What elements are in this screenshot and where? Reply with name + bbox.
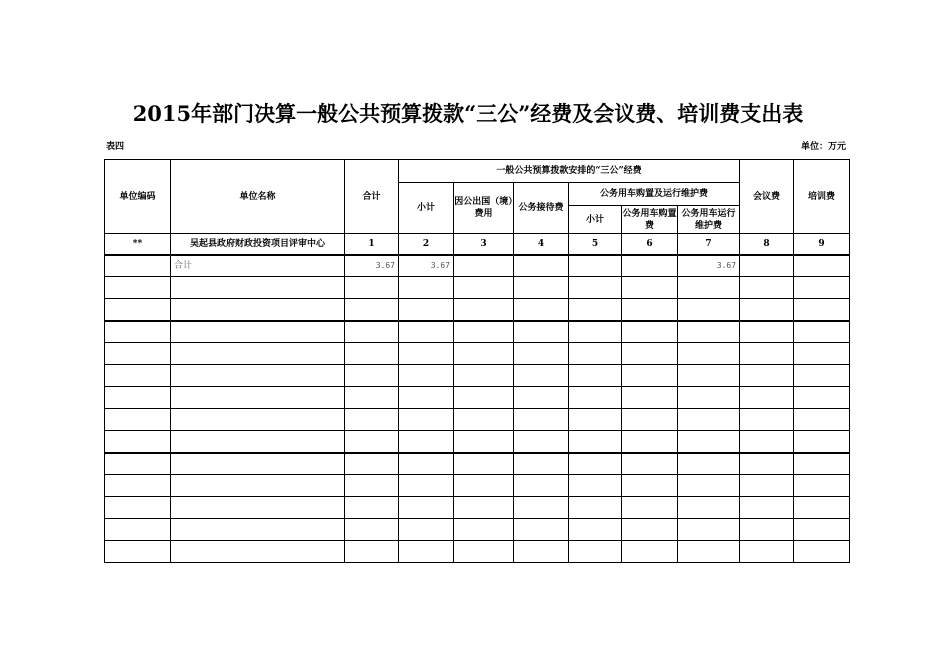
cell — [454, 497, 514, 519]
cell — [399, 387, 454, 409]
cell — [454, 475, 514, 497]
cell — [794, 321, 850, 343]
cell — [678, 299, 740, 321]
header-meeting: 会议费 — [740, 160, 794, 234]
cell — [794, 475, 850, 497]
cell — [622, 431, 678, 453]
index-row — [105, 234, 850, 255]
cell — [345, 387, 399, 409]
cell — [794, 431, 850, 453]
cell — [454, 343, 514, 365]
cell — [454, 255, 514, 277]
cell — [171, 541, 345, 563]
cell — [514, 453, 569, 475]
cell — [622, 541, 678, 563]
cell — [740, 343, 794, 365]
cell — [105, 277, 171, 299]
cell — [454, 277, 514, 299]
cell — [399, 541, 454, 563]
index-col: 7 — [678, 234, 740, 255]
index-col: 5 — [569, 234, 622, 255]
cell — [514, 497, 569, 519]
cell — [569, 431, 622, 453]
table-row — [105, 387, 850, 409]
cell — [514, 321, 569, 343]
cell — [399, 453, 454, 475]
cell — [345, 453, 399, 475]
cell — [569, 497, 622, 519]
cell — [514, 277, 569, 299]
cell — [345, 277, 399, 299]
cell — [105, 519, 171, 541]
header-unit-name: 单位名称 — [171, 160, 345, 234]
cell — [569, 321, 622, 343]
cell — [171, 431, 345, 453]
index-col: 6 — [622, 234, 678, 255]
cell — [622, 365, 678, 387]
cell — [678, 475, 740, 497]
cell — [514, 299, 569, 321]
cell — [345, 519, 399, 541]
page-title: 2015年部门决算一般公共预算拨款“三公”经费及会议费、培训费支出表 — [132, 101, 804, 126]
cell — [399, 431, 454, 453]
cell — [171, 475, 345, 497]
cell — [740, 475, 794, 497]
cell — [514, 431, 569, 453]
cell — [740, 431, 794, 453]
cell — [399, 365, 454, 387]
cell — [622, 475, 678, 497]
cell — [622, 453, 678, 475]
header-unit-code: 单位编码 — [105, 160, 171, 234]
cell — [171, 343, 345, 365]
cell — [345, 321, 399, 343]
cell — [569, 453, 622, 475]
table-row-total — [105, 255, 850, 277]
cell — [454, 365, 514, 387]
header-reception: 公务接待费 — [514, 183, 569, 234]
cell — [794, 453, 850, 475]
total-row-total: 3.67 — [345, 255, 399, 277]
cell — [345, 343, 399, 365]
cell — [105, 321, 171, 343]
cell — [678, 497, 740, 519]
cell — [794, 277, 850, 299]
cell — [622, 409, 678, 431]
cell — [678, 453, 740, 475]
cell — [569, 365, 622, 387]
index-col: 8 — [740, 234, 794, 255]
cell — [514, 365, 569, 387]
cell — [454, 431, 514, 453]
cell — [678, 519, 740, 541]
cell — [514, 475, 569, 497]
cell — [345, 541, 399, 563]
cell — [678, 431, 740, 453]
cell — [678, 277, 740, 299]
cell — [171, 519, 345, 541]
table-row — [105, 519, 850, 541]
cell — [171, 365, 345, 387]
table-row — [105, 409, 850, 431]
cell — [105, 299, 171, 321]
expense-table — [104, 159, 850, 563]
cell — [569, 519, 622, 541]
cell — [622, 299, 678, 321]
cell — [569, 409, 622, 431]
cell — [454, 299, 514, 321]
cell — [105, 365, 171, 387]
cell — [399, 321, 454, 343]
cell — [454, 409, 514, 431]
cell — [454, 541, 514, 563]
cell — [514, 541, 569, 563]
cell — [569, 475, 622, 497]
cell — [514, 343, 569, 365]
cell — [514, 409, 569, 431]
cell — [794, 519, 850, 541]
header-vehicle-subtotal: 小计 — [569, 206, 622, 234]
total-row-vehicle-maintenance: 3.67 — [678, 255, 740, 277]
table-row — [105, 299, 850, 321]
table-label: 表四 — [106, 142, 125, 152]
cell — [171, 321, 345, 343]
cell — [345, 431, 399, 453]
cell — [678, 343, 740, 365]
cell — [171, 453, 345, 475]
cell — [345, 475, 399, 497]
index-name: 吴起县政府财政投资项目评审中心 — [171, 234, 345, 255]
cell — [740, 541, 794, 563]
cell — [105, 453, 171, 475]
cell — [105, 541, 171, 563]
cell — [105, 497, 171, 519]
cell — [399, 299, 454, 321]
cell — [399, 343, 454, 365]
cell — [454, 321, 514, 343]
header-vehicle-maintenance: 公务用车运行维护费 — [678, 206, 740, 234]
cell — [454, 453, 514, 475]
cell — [794, 365, 850, 387]
table-row — [105, 541, 850, 563]
total-row-label: 合计 — [171, 255, 345, 277]
cell — [171, 387, 345, 409]
cell — [740, 277, 794, 299]
cell — [569, 387, 622, 409]
cell — [622, 321, 678, 343]
cell — [399, 409, 454, 431]
index-col: 2 — [399, 234, 454, 255]
cell — [105, 475, 171, 497]
cell — [678, 321, 740, 343]
cell — [569, 343, 622, 365]
cell — [399, 497, 454, 519]
cell — [794, 409, 850, 431]
cell — [345, 365, 399, 387]
cell — [399, 475, 454, 497]
cell — [622, 277, 678, 299]
cell — [740, 255, 794, 277]
cell — [105, 409, 171, 431]
unit-label: 单位：万元 — [800, 142, 846, 152]
cell — [514, 387, 569, 409]
cell — [740, 299, 794, 321]
table-row — [105, 453, 850, 475]
cell — [678, 541, 740, 563]
index-col: 4 — [514, 234, 569, 255]
header-total: 合计 — [345, 160, 399, 234]
cell — [399, 277, 454, 299]
cell — [622, 255, 678, 277]
index-code: ** — [105, 234, 171, 255]
cell — [345, 497, 399, 519]
cell — [569, 299, 622, 321]
table-row — [105, 321, 850, 343]
table-row — [105, 277, 850, 299]
header-subtotal: 小计 — [399, 183, 454, 234]
cell — [569, 255, 622, 277]
total-row-subtotal: 3.67 — [399, 255, 454, 277]
index-col: 3 — [454, 234, 514, 255]
cell — [105, 387, 171, 409]
cell — [399, 519, 454, 541]
index-col: 1 — [345, 234, 399, 255]
cell — [740, 321, 794, 343]
cell — [740, 519, 794, 541]
header-vehicle-group: 公务用车购置及运行维护费 — [569, 183, 740, 206]
table-row — [105, 497, 850, 519]
table-row — [105, 343, 850, 365]
cell — [622, 387, 678, 409]
cell — [678, 365, 740, 387]
cell — [740, 453, 794, 475]
index-col: 9 — [794, 234, 850, 255]
cell — [794, 343, 850, 365]
cell — [345, 299, 399, 321]
cell — [794, 541, 850, 563]
empty-rows — [105, 277, 850, 563]
cell — [622, 343, 678, 365]
cell — [740, 497, 794, 519]
cell — [569, 541, 622, 563]
cell — [794, 497, 850, 519]
table-row — [105, 431, 850, 453]
cell — [454, 387, 514, 409]
cell — [740, 365, 794, 387]
cell — [171, 409, 345, 431]
cell — [740, 409, 794, 431]
cell — [514, 519, 569, 541]
cell — [740, 387, 794, 409]
cell — [105, 343, 171, 365]
cell — [622, 497, 678, 519]
cell — [569, 277, 622, 299]
cell — [105, 255, 171, 277]
cell — [514, 255, 569, 277]
header-abroad: 因公出国（境）费用 — [454, 183, 514, 234]
cell — [794, 255, 850, 277]
cell — [171, 277, 345, 299]
cell — [171, 299, 345, 321]
cell — [794, 299, 850, 321]
cell — [171, 497, 345, 519]
header-group: 一般公共预算拨款安排的“三公”经费 — [399, 160, 740, 183]
cell — [105, 431, 171, 453]
header-vehicle-purchase: 公务用车购置费 — [622, 206, 678, 234]
cell — [678, 387, 740, 409]
cell — [794, 387, 850, 409]
cell — [622, 519, 678, 541]
cell — [454, 519, 514, 541]
cell — [345, 409, 399, 431]
table-row — [105, 475, 850, 497]
header-training: 培训费 — [794, 160, 850, 234]
cell — [678, 409, 740, 431]
table-row — [105, 365, 850, 387]
